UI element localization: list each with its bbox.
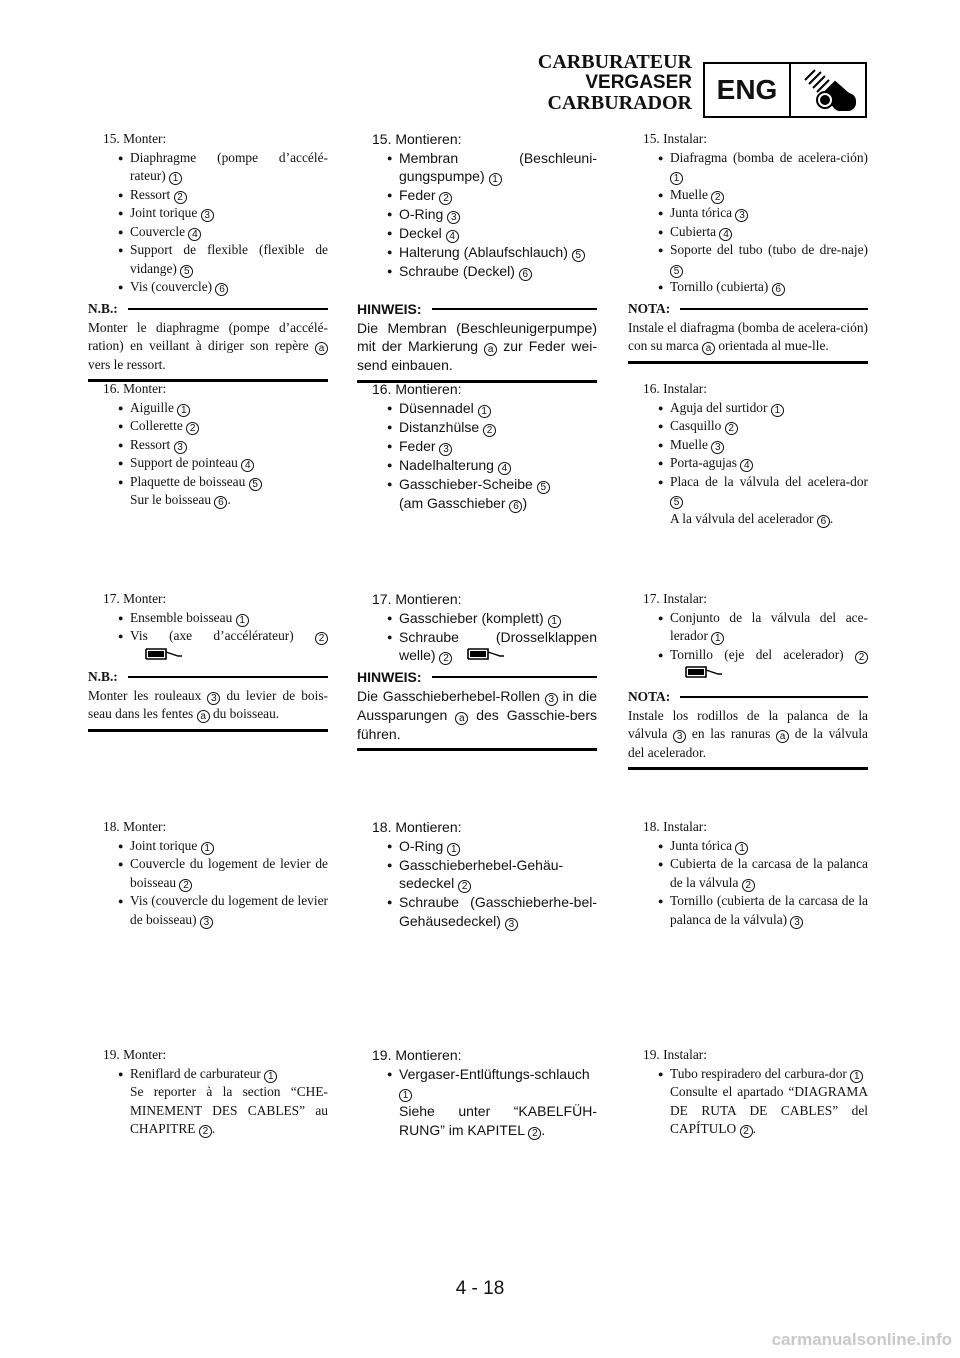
reference-marker: 6 (519, 268, 532, 281)
step-heading: 15. Montieren: (372, 131, 462, 147)
part-item: ● Couvercle 4 (130, 223, 328, 242)
step-heading: 16. Montieren: (372, 381, 462, 397)
reference-marker: 6 (772, 283, 785, 296)
step-15 (88, 130, 328, 297)
reference-marker: 2 (315, 632, 328, 645)
note-rule (680, 696, 868, 698)
step-19 (88, 1046, 328, 1139)
part-list (357, 609, 597, 667)
note-label: N.B.: (88, 669, 118, 684)
part-item: ● O-Ring 1 (399, 837, 597, 856)
note-header (628, 688, 868, 707)
part-item: ● Aguja del surtidor 1 (670, 399, 868, 418)
part-item: ● Junta tórica 1 (670, 837, 868, 856)
column-french (88, 130, 328, 1270)
reference-marker: 5 (180, 265, 193, 278)
reference-marker: 3 (207, 692, 220, 705)
reference-marker: 1 (177, 404, 190, 417)
reference-marker: 2 (199, 1125, 212, 1138)
reference-marker: 3 (201, 209, 214, 222)
part-list (88, 837, 328, 930)
title-french: CARBURATEUR (537, 51, 692, 73)
reference-marker: 1 (399, 1089, 412, 1102)
part-item: ● Düsennadel 1 (399, 399, 597, 418)
part-item: ● Gasschieber (komplett) 1 (399, 609, 597, 628)
note-label: HINWEIS: (357, 669, 422, 685)
reference-marker: 5 (670, 265, 683, 278)
reference-marker: 2 (179, 879, 192, 892)
reference-marker: 1 (236, 614, 249, 627)
note-15 (88, 300, 328, 382)
part-list (357, 399, 597, 513)
note-rule (128, 308, 328, 310)
note-label: NOTA: (628, 689, 671, 704)
note-label: HINWEIS: (357, 301, 422, 317)
part-list (88, 399, 328, 510)
step-heading: 17. Instalar: (643, 591, 707, 606)
step-15 (357, 130, 597, 281)
reference-marker: 1 (670, 172, 683, 185)
step-instruction: (am Gasschieber 6 ) (399, 494, 528, 512)
part-list (357, 1065, 597, 1140)
part-list (88, 149, 328, 297)
step-heading: 15. Instalar: (643, 131, 707, 146)
reference-marker: 2 (725, 422, 738, 435)
step-heading: 19. Instalar: (643, 1047, 707, 1062)
part-item: ● Couvercle du logement de levier de boisseau 2 (130, 855, 328, 892)
note-text: Die Membran (Beschleunigerpumpe) mit der Markierung a zur Feder wei-send einbauen. (357, 319, 598, 373)
reference-marker: a (455, 712, 468, 725)
note-text: Instale el diafragma (bomba de acelera-ción) con su marca a orientada al mue-lle. (628, 319, 868, 354)
reference-marker: a (315, 342, 328, 355)
part-item: ● Support de pointeau 4 (130, 454, 328, 473)
part-item: ● Tornillo (eje del acelerador) 2 (670, 646, 868, 686)
watermark: carmanualsonline.info (771, 1330, 952, 1349)
step-heading: 16. Monter: (103, 381, 167, 396)
part-item: ● Feder 3 (399, 437, 597, 456)
step-18 (628, 818, 868, 929)
reference-marker: 1 (201, 842, 214, 855)
reference-marker: 1 (489, 173, 502, 186)
reference-marker: 1 (735, 842, 748, 855)
part-list (88, 1065, 328, 1139)
chapter-badge (703, 62, 867, 118)
reference-marker: a (197, 710, 210, 723)
loctite-icon (684, 664, 724, 686)
part-item: ● Muelle 2 (670, 186, 868, 205)
part-item: ● Cubierta 4 (670, 223, 868, 242)
title-spanish: CARBURADOR (547, 92, 692, 114)
reference-marker: 2 (458, 880, 471, 893)
part-list (357, 149, 597, 282)
reference-marker: 6 (509, 500, 522, 513)
reference-marker: 3 (505, 918, 518, 931)
step-15 (628, 130, 868, 297)
part-list (628, 1065, 868, 1139)
note-header (628, 300, 868, 319)
part-item: ● Porta-agujas 4 (670, 454, 868, 473)
part-item: ● Cubierta de la carcasa de la palanca de la válvula 2 (670, 855, 868, 892)
note-rule (128, 676, 328, 678)
step-heading: 16. Instalar: (643, 381, 707, 396)
reference-marker: 2 (483, 424, 496, 437)
part-item: ● Joint torique 3 (130, 204, 328, 223)
note-text: Monter le diaphragme (pompe d’accélé-ration) en veillant à diriger son repère a vers le ressort. (88, 319, 328, 372)
part-item: ● Joint torique 1 (130, 837, 328, 856)
part-item: ● Placa de la válvula del acelera-dor 5 (670, 473, 868, 510)
note-header (88, 668, 328, 687)
note-17 (357, 668, 597, 751)
reference-marker: 5 (670, 496, 683, 509)
part-item: ● Plaquette de boisseau 5 (130, 473, 328, 492)
reference-marker: 6 (214, 496, 227, 509)
step-instruction: Se reporter à la section “CHE-MINEMENT DES CABLES” au CHAPITRE 2 . (130, 1084, 328, 1137)
note-end-rule (628, 767, 868, 770)
part-item: ● Junta tórica 3 (670, 204, 868, 223)
part-item: ● Ressort 2 (130, 186, 328, 205)
step-16 (357, 380, 597, 513)
part-item: ● Ressort 3 (130, 436, 328, 455)
reference-marker: 3 (545, 693, 558, 706)
part-item: ● Conjunto de la válvula del ace-lerador 1 (670, 609, 868, 646)
note-label: N.B.: (88, 301, 118, 316)
part-item: ● Schraube (Deckel) 6 (399, 262, 597, 281)
section-titles (538, 52, 692, 113)
step-17 (357, 590, 597, 667)
part-item: ● Deckel 4 (399, 224, 597, 243)
reference-marker: 5 (572, 249, 585, 262)
step-heading: 17. Monter: (103, 591, 167, 606)
reference-marker: 4 (446, 230, 459, 243)
reference-marker: 1 (264, 1070, 277, 1083)
part-item: ● O-Ring 3 (399, 205, 597, 224)
loctite-icon (466, 646, 506, 667)
part-item: ● Casquillo 2 (670, 417, 868, 436)
note-end-rule (628, 361, 868, 364)
loctite-icon (144, 646, 184, 668)
note-header (357, 668, 597, 687)
reference-marker: 4 (740, 459, 753, 472)
reference-marker: 1 (447, 843, 460, 856)
part-item: ● Aiguille 1 (130, 399, 328, 418)
step-heading: 19. Monter: (103, 1047, 167, 1062)
part-item: ● Halterung (Ablaufschlauch) 5 (399, 243, 597, 262)
part-item: ● Vergaser-Entlüftungs-schlauch 1 (399, 1065, 597, 1103)
step-18 (88, 818, 328, 929)
reference-marker: 2 (174, 191, 187, 204)
step-heading: 15. Monter: (103, 131, 167, 146)
note-15 (357, 300, 597, 383)
reference-marker: 4 (188, 228, 201, 241)
reference-marker: a (702, 342, 715, 355)
note-header (357, 300, 597, 319)
reference-marker: 1 (850, 1070, 863, 1083)
part-item: ● Vis (axe d’accélérateur) 2 (130, 627, 328, 667)
step-instruction: A la válvula del acelerador 6 . (670, 510, 834, 527)
reference-marker: 6 (817, 515, 830, 528)
part-item: ● Muelle 3 (670, 436, 868, 455)
part-item: ● Membran (Beschleuni-gungspumpe) 1 (399, 149, 597, 187)
reference-marker: 2 (439, 652, 452, 665)
note-15 (628, 300, 868, 364)
note-17 (88, 668, 328, 732)
step-instruction: Consulte el apartado “DIAGRAMA DE RUTA DE CABLES” del CAPÍTULO 2 . (670, 1084, 868, 1137)
reference-marker: 4 (719, 228, 732, 241)
note-end-rule (88, 729, 328, 732)
part-item: ● Nadelhalterung 4 (399, 456, 597, 475)
part-list (357, 837, 597, 931)
part-item: ● Tornillo (cubierta de la carcasa de la palanca de la válvula) 3 (670, 892, 868, 929)
column-spanish (628, 130, 868, 1270)
note-header (88, 300, 328, 319)
step-17 (628, 590, 868, 686)
page-number: 4 - 18 (455, 1278, 505, 1299)
step-16 (628, 380, 868, 528)
reference-marker: 3 (735, 209, 748, 222)
reference-marker: 2 (742, 879, 755, 892)
part-item: ● Tornillo (cubierta) 6 (670, 278, 868, 297)
reference-marker: 4 (498, 462, 511, 475)
title-german: VERGASER (585, 72, 692, 93)
part-item: ● Soporte del tubo (tubo de dre-naje) 5 (670, 241, 868, 278)
part-item: ● Schraube (Gasschieberhe-bel-Gehäusedeckel) 3 (399, 893, 597, 931)
reference-marker: 1 (169, 172, 182, 185)
column-german (357, 130, 597, 1270)
part-list (88, 609, 328, 668)
step-instruction: Siehe unter “KABELFÜH-RUNG” im KAPITEL 2 . (399, 1103, 597, 1139)
step-19 (357, 1046, 597, 1140)
part-item: ● Gasschieberhebel-Gehäu-sedeckel 2 (399, 856, 597, 894)
part-item: ● Collerette 2 (130, 417, 328, 436)
note-label: NOTA: (628, 301, 671, 316)
step-heading: 18. Instalar: (643, 819, 707, 834)
reference-marker: 3 (790, 916, 803, 929)
reference-marker: 2 (186, 422, 199, 435)
reference-marker: 4 (241, 459, 254, 472)
step-19 (628, 1046, 868, 1139)
reference-marker: 5 (249, 478, 262, 491)
reference-marker: 1 (548, 615, 561, 628)
part-list (628, 399, 868, 529)
part-item: ● Distanzhülse 2 (399, 418, 597, 437)
note-text: Die Gasschieberhebel-Rollen 3 in die Aussparungen a des Gasschie-bers führen. (357, 687, 598, 742)
note-rule (432, 308, 597, 310)
reference-marker: 3 (439, 443, 452, 456)
part-list (628, 837, 868, 930)
step-16 (88, 380, 328, 510)
reference-marker: a (484, 343, 497, 356)
part-item: ● Tubo respiradero del carbura-dor 1 (670, 1065, 868, 1084)
reference-marker: 3 (200, 916, 213, 929)
reference-marker: 5 (537, 481, 550, 494)
note-end-rule (357, 748, 597, 751)
part-item: ● Vis (couvercle) 6 (130, 278, 328, 297)
reference-marker: 1 (771, 404, 784, 417)
reference-marker: 6 (215, 283, 228, 296)
reference-marker: 2 (439, 192, 452, 205)
reference-marker: 3 (174, 441, 187, 454)
note-17 (628, 688, 868, 770)
step-heading: 18. Monter: (103, 819, 167, 834)
reference-marker: 2 (528, 1127, 541, 1140)
part-list (628, 149, 868, 297)
part-item: ● Support de flexible (flexible de vidange) 5 (130, 241, 328, 278)
part-item: ● Ensemble boisseau 1 (130, 609, 328, 628)
part-item: ● Vis (couvercle du logement de levier de boisseau) 3 (130, 892, 328, 929)
reference-marker: 2 (711, 191, 724, 204)
step-17 (88, 590, 328, 667)
reference-marker: 3 (447, 211, 460, 224)
reference-marker: 1 (478, 405, 491, 418)
note-text: Monter les rouleaux 3 du levier de bois-seau dans les fentes a du boisseau. (88, 687, 328, 722)
step-heading: 17. Montieren: (372, 591, 462, 607)
reference-marker: 2 (855, 651, 868, 664)
part-list (628, 609, 868, 686)
reference-marker: 3 (673, 730, 686, 743)
reference-marker: 1 (711, 632, 724, 645)
note-rule (680, 308, 868, 310)
reference-marker: a (776, 730, 789, 743)
part-item: ● Diaphragme (pompe d’accélé-rateur) 1 (130, 149, 328, 186)
part-item: ● Reniflard de carburateur 1 (130, 1065, 328, 1084)
part-item: ● Diafragma (bomba de acelera-ción) 1 (670, 149, 868, 186)
note-text: Instale los rodillos de la palanca de la válvula 3 en las ranuras a de la válvula del acelerador. (628, 707, 868, 760)
reference-marker: 3 (711, 441, 724, 454)
step-18 (357, 818, 597, 931)
step-instruction: Sur le boisseau 6 . (130, 492, 231, 508)
step-heading: 18. Montieren: (372, 819, 462, 835)
chapter-label: ENG (705, 64, 791, 116)
note-rule (432, 676, 597, 678)
part-item: ● Feder 2 (399, 186, 597, 205)
reference-marker: 2 (740, 1125, 753, 1138)
part-item: ● Gasschieber-Scheibe 5 (399, 475, 597, 494)
engine-icon (791, 64, 865, 116)
part-item: ● Schraube (Drosselklappen welle) 2 (399, 628, 597, 667)
step-heading: 19. Montieren: (372, 1047, 462, 1063)
